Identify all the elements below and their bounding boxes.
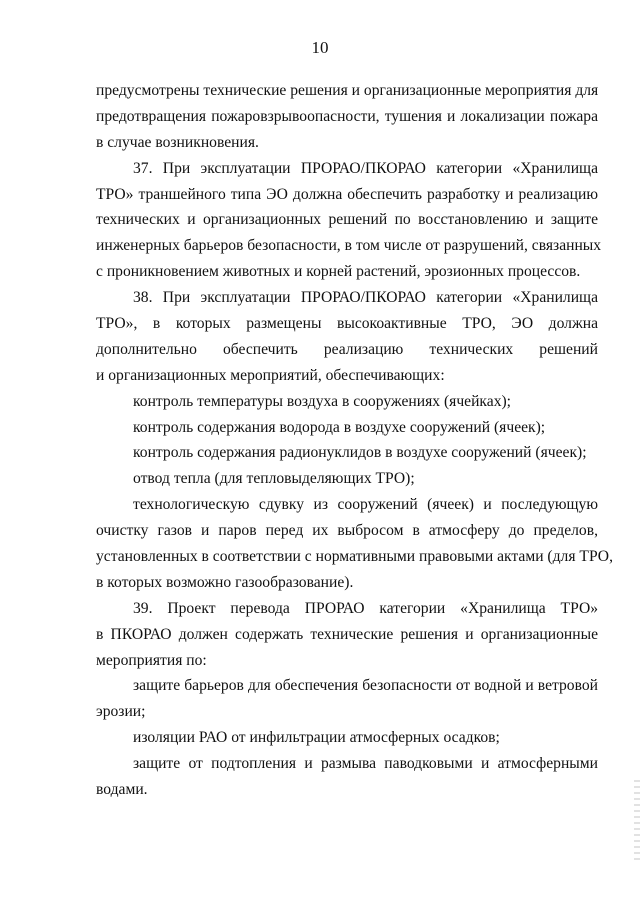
text-line: контроль содержания радионуклидов в воздухе сооружений (ячеек);: [133, 444, 587, 462]
text-line: технологическую сдувку из сооружений (ячеек) и последующую: [133, 496, 598, 514]
text-line: контроль содержания водорода в воздухе сооружений (ячеек);: [133, 418, 546, 436]
text-line: ТРО», в которых размещены высокоактивные ТРО, ЭО должна: [96, 315, 598, 333]
text-line: предотвращения пожаровзрывоопасности, тушения и локализации пожара: [96, 107, 598, 125]
text-line: инженерных барьеров безопасности, в том числе от разрушений, связанных: [96, 237, 602, 255]
text-line: в которых возможно газообразование).: [96, 573, 354, 591]
text-line: 38. При эксплуатации ПРОРАО/ПКОРАО категории «Хранилища: [133, 289, 598, 307]
text-line: ТРО» траншейного типа ЭО должна обеспечить разработку и реализацию: [96, 185, 598, 203]
text-line: технических и организационных решений по восстановлению и защите: [96, 211, 598, 229]
text-line: эрозии;: [96, 703, 146, 721]
text-line: и организационных мероприятий, обеспечивающих:: [96, 366, 445, 384]
text-line: водами.: [96, 781, 148, 799]
text-line: с проникновением животных и корней растений, эрозионных процессов.: [96, 263, 581, 281]
text-line: 37. При эксплуатации ПРОРАО/ПКОРАО категории «Хранилища: [133, 159, 598, 177]
scan-edge-marks: [634, 780, 640, 860]
text-line: в случае возникновения.: [96, 133, 259, 151]
text-line: предусмотрены технические решения и организационные мероприятия для: [96, 82, 599, 99]
page-number: 10: [311, 38, 329, 57]
text-line: 39. Проект перевода ПРОРАО категории «Хранилища ТРО»: [133, 599, 598, 617]
text-line: защите от подтопления и размыва паводковыми и атмосферными: [133, 755, 598, 773]
text-line: дополнительно обеспечить реализацию технических решений: [96, 340, 598, 358]
document-body: [96, 78, 613, 803]
text-line: контроль температуры воздуха в сооружениях (ячейках);: [133, 392, 512, 410]
text-line: отвод тепла (для тепловыделяющих ТРО);: [133, 470, 415, 488]
text-line: защите барьеров для обеспечения безопасности от водной и ветровой: [133, 677, 598, 695]
text-line: очистку газов и паров перед их выбросом в атмосферу до пределов,: [96, 522, 598, 540]
text-line: изоляции РАО от инфильтрации атмосферных осадков;: [133, 729, 500, 747]
text-line: установленных в соответствии с нормативными правовыми актами (для ТРО,: [96, 548, 613, 566]
text-line: мероприятия по:: [96, 651, 207, 669]
text-line: в ПКОРАО должен содержать технические решения и организационные: [96, 625, 598, 643]
